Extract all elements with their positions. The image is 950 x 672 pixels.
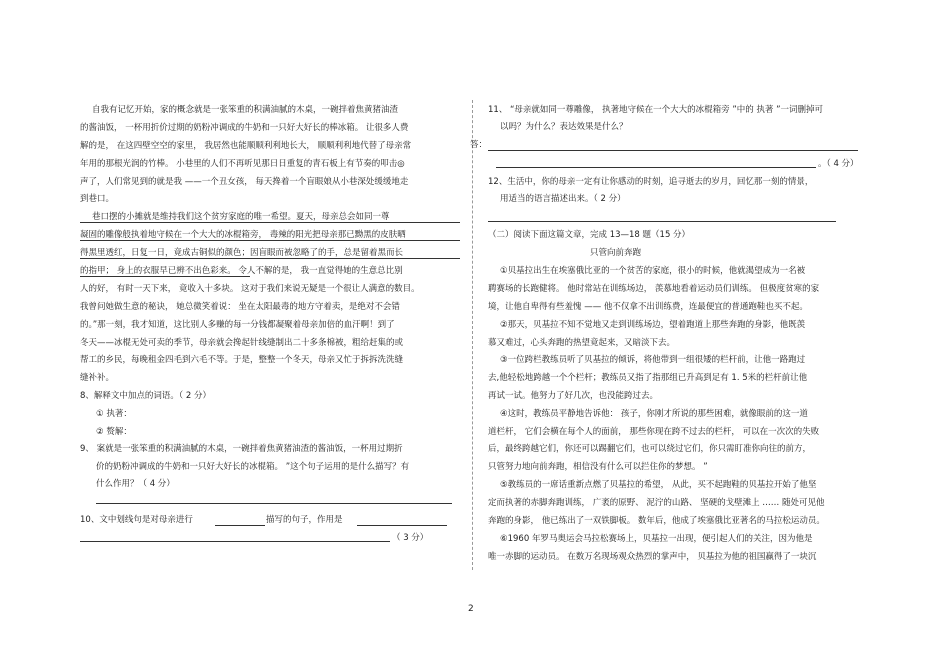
answer-blank[interactable] [215, 525, 265, 526]
text-line: 的酱油饭， 一杯用折价过期的奶粉冲调成的牛奶和一只好大好长的棒冰箱。 让很多人费 [80, 123, 409, 133]
text-line: 到巷口。 [80, 194, 115, 204]
text-line: 我曾问她做生意的秘诀， 她总微笑着说： 坐在太阳最毒的地方守着卖，是绝对不会错 [80, 302, 400, 312]
page-number: 2 [468, 604, 474, 614]
text-line: 得黑里透红，日复一日，竟成古铜似的颜色；因盲眼而被忽略了的手，总是留着黑而长 [80, 248, 404, 258]
text-line: 去,他轻松地跨越一个个栏杆；教练员又指了指那组已升高到足有 1. 5米的栏杆前让他 [488, 373, 808, 383]
text-line: 的指甲； 身上的衣服早已辨不出色彩来。 令人不解的是， 我一直觉得她的生意总比别 [80, 266, 403, 276]
text-line: 人的好， 有时一天下来， 竟收入十多块。 这对于我们来说无疑是一个很让人满意的数目。 [80, 284, 420, 294]
underline [80, 276, 250, 277]
text-line: ⑤教练员的一席话重新点燃了贝基拉的希望， 从此，买不起跑鞋的贝基拉开始了他坚 [500, 480, 817, 490]
answer-label: 答： [470, 140, 488, 150]
score-label: （ 3 分） [392, 533, 429, 543]
text-line: 聘赛场的长跑健将。 他时常站在训练场边， 羡慕地看着运动员们训练。 但极度贫寒的家 [488, 284, 820, 294]
question-8-item-2: ② 赘解： [96, 427, 132, 437]
column-divider [472, 100, 473, 570]
question-11: 11、 “母亲就如同一尊雕像， 执著地守候在一个大大的冰棍箱旁 ”中的 执著 ”一词删掉可 [488, 105, 824, 115]
text-line: 的。”那一刻，我才知道，这比别人多赚的每一分钱都凝聚着母亲加倍的血汗啊！到了 [80, 320, 395, 330]
answer-line[interactable] [80, 541, 390, 542]
story-title: 只管向前奔跑 [590, 248, 642, 258]
answer-line[interactable] [496, 167, 816, 168]
question-12: 12、生活中，你的母亲一定有让你感动的时刻，追寻逝去的岁月，回忆那一刻的情景， [488, 177, 814, 187]
text-line: ④这时，教练员平静地告诉他： 孩子，你刚才所说的那些困难，就像眼前的这一道 [500, 409, 808, 419]
text-line: 声了，人们常见到的就是我 ——一个丑女孩， 每天搀着一个盲眼娘从小巷深处缓缓地走 [80, 177, 409, 187]
text-line: ⑥1960 年罗马奥运会马拉松赛场上，贝基拉一出现，便引起人们的关注，因为他是 [500, 534, 813, 544]
text-line: 道栏杆， 它们会横在每个人的面前， 那些你现在跨不过去的栏杆， 可以在一次次的失败 [488, 427, 820, 437]
text-line: 描写的句子，作用是 [266, 515, 343, 525]
text-line: 冬天——冰棍无处可卖的季节，母亲就会搀起针线缝制出二十多条棉被，粗给赶集的或 [80, 338, 404, 348]
answer-line[interactable] [488, 150, 858, 151]
text-line: ①贝基拉出生在埃塞俄比亚的一个贫苦的家庭，很小的时候，他就渴望成为一名被 [500, 266, 806, 276]
text-line: 只管努力地向前奔跑，相信没有什么可以拦住你的梦想。 ” [488, 462, 708, 472]
text-line: ②那天，贝基拉不知不觉地又走到训练场边，望着跑道上那些奔跑的身影，他既羡 [500, 320, 806, 330]
answer-line[interactable] [488, 221, 836, 222]
text-line: 后，最终跨越它们，你还可以踢翻它们，也可以绕过它们，你只需盯准你向往的前方， [488, 444, 812, 454]
text-line: 定而执著的赤脚奔跑训练， 广袤的原野、 泥泞的山路、 坚硬的戈壁滩上 …… 随处可见他 [488, 498, 825, 508]
text-line: 10、文中划线句是对母亲进行 [80, 515, 193, 525]
text-line: 什么作用？（ 4 分） [96, 479, 175, 489]
answer-line[interactable] [96, 503, 452, 504]
text-line: 唯一赤脚的运动员。 在数万名现场观众热烈的掌声中， 贝基拉为他的祖国赢得了一块沉 [488, 552, 817, 562]
text-line: 年用的那根光润的竹棒。 小巷里的人们不再听见那日日重复的青石板上有节奏的叩击◎ [80, 159, 405, 169]
answer-blank[interactable] [357, 525, 447, 526]
text-line: ③一位跨栏教练员听了贝基拉的倾诉，将他带到一组很矮的栏杆前，让他一路跑过 [500, 355, 806, 365]
underline [80, 222, 460, 223]
question-8-item-1: ① 执著： [96, 409, 132, 419]
text-line: 自我有记忆开始，家的概念就是一张笨重的积满油腻的木桌，一碗拌着焦黄猪油渣 [92, 105, 399, 115]
underline [80, 258, 460, 259]
text-line: 帮工的乡民，每晚租金四毛到六毛不等。于是，整整一个冬天，母亲又忙于拆拆洗洗缝 [80, 355, 404, 365]
section-heading: （二）阅读下面这篇文章，完成 13—18 题（15 分） [488, 230, 691, 240]
text-line: 价的奶粉冲调成的牛奶和一只好大好长的冰棍箱。 ”这个句子运用的是什么描写？有 [96, 462, 410, 472]
text-line: 缝补补。 [80, 373, 115, 383]
text-line: 再试一试。他努力了好几次，也没能跨过去。 [488, 391, 659, 401]
question-12-cont: 用适当的语言描述出来。（ 2 分） [500, 194, 626, 204]
text-line: 奔跑的身影， 他已练出了一双铁脚板。 数年后，他成了埃塞俄比亚著名的马拉松运动员。 [488, 516, 825, 526]
text-line: 巷口摆的小摊就是维持我们这个贫穷家庭的唯一希望。夏天，母亲总会如同一尊 [92, 212, 390, 222]
score-label: 。（ 4 分） [818, 159, 859, 169]
text-line: 慕又难过，心头奔跑的热望竟起来，又暗淡下去。 [488, 338, 676, 348]
text-line: 9、 案就是一张笨重的积满油腻的木桌，一碗拌着焦黄猪油渣的酱油饭，一杯用过期折 [80, 444, 403, 454]
underline [80, 240, 460, 241]
question-11-cont: 以吗？为什么？表达效果是什么？ [500, 122, 628, 132]
question-8: 8、解释文中加点的词语。（ 2 分） [80, 391, 211, 401]
text-line: 凝固的雕像般执着地守候在一个大大的冰棍箱旁， 毒辣的阳光把母亲那已黝黑的皮肤晒 [80, 230, 406, 240]
text-line: 境，让他自卑得有些羞愧 —— 他不仅拿不出训练费，连最便宜的普通跑鞋也买不起。 [488, 302, 808, 312]
text-line: 解的是， 在这四壁空空的家里， 我居然也能顺顺利利地长大， 顺顺利利地代替了母亲常 [80, 141, 412, 151]
